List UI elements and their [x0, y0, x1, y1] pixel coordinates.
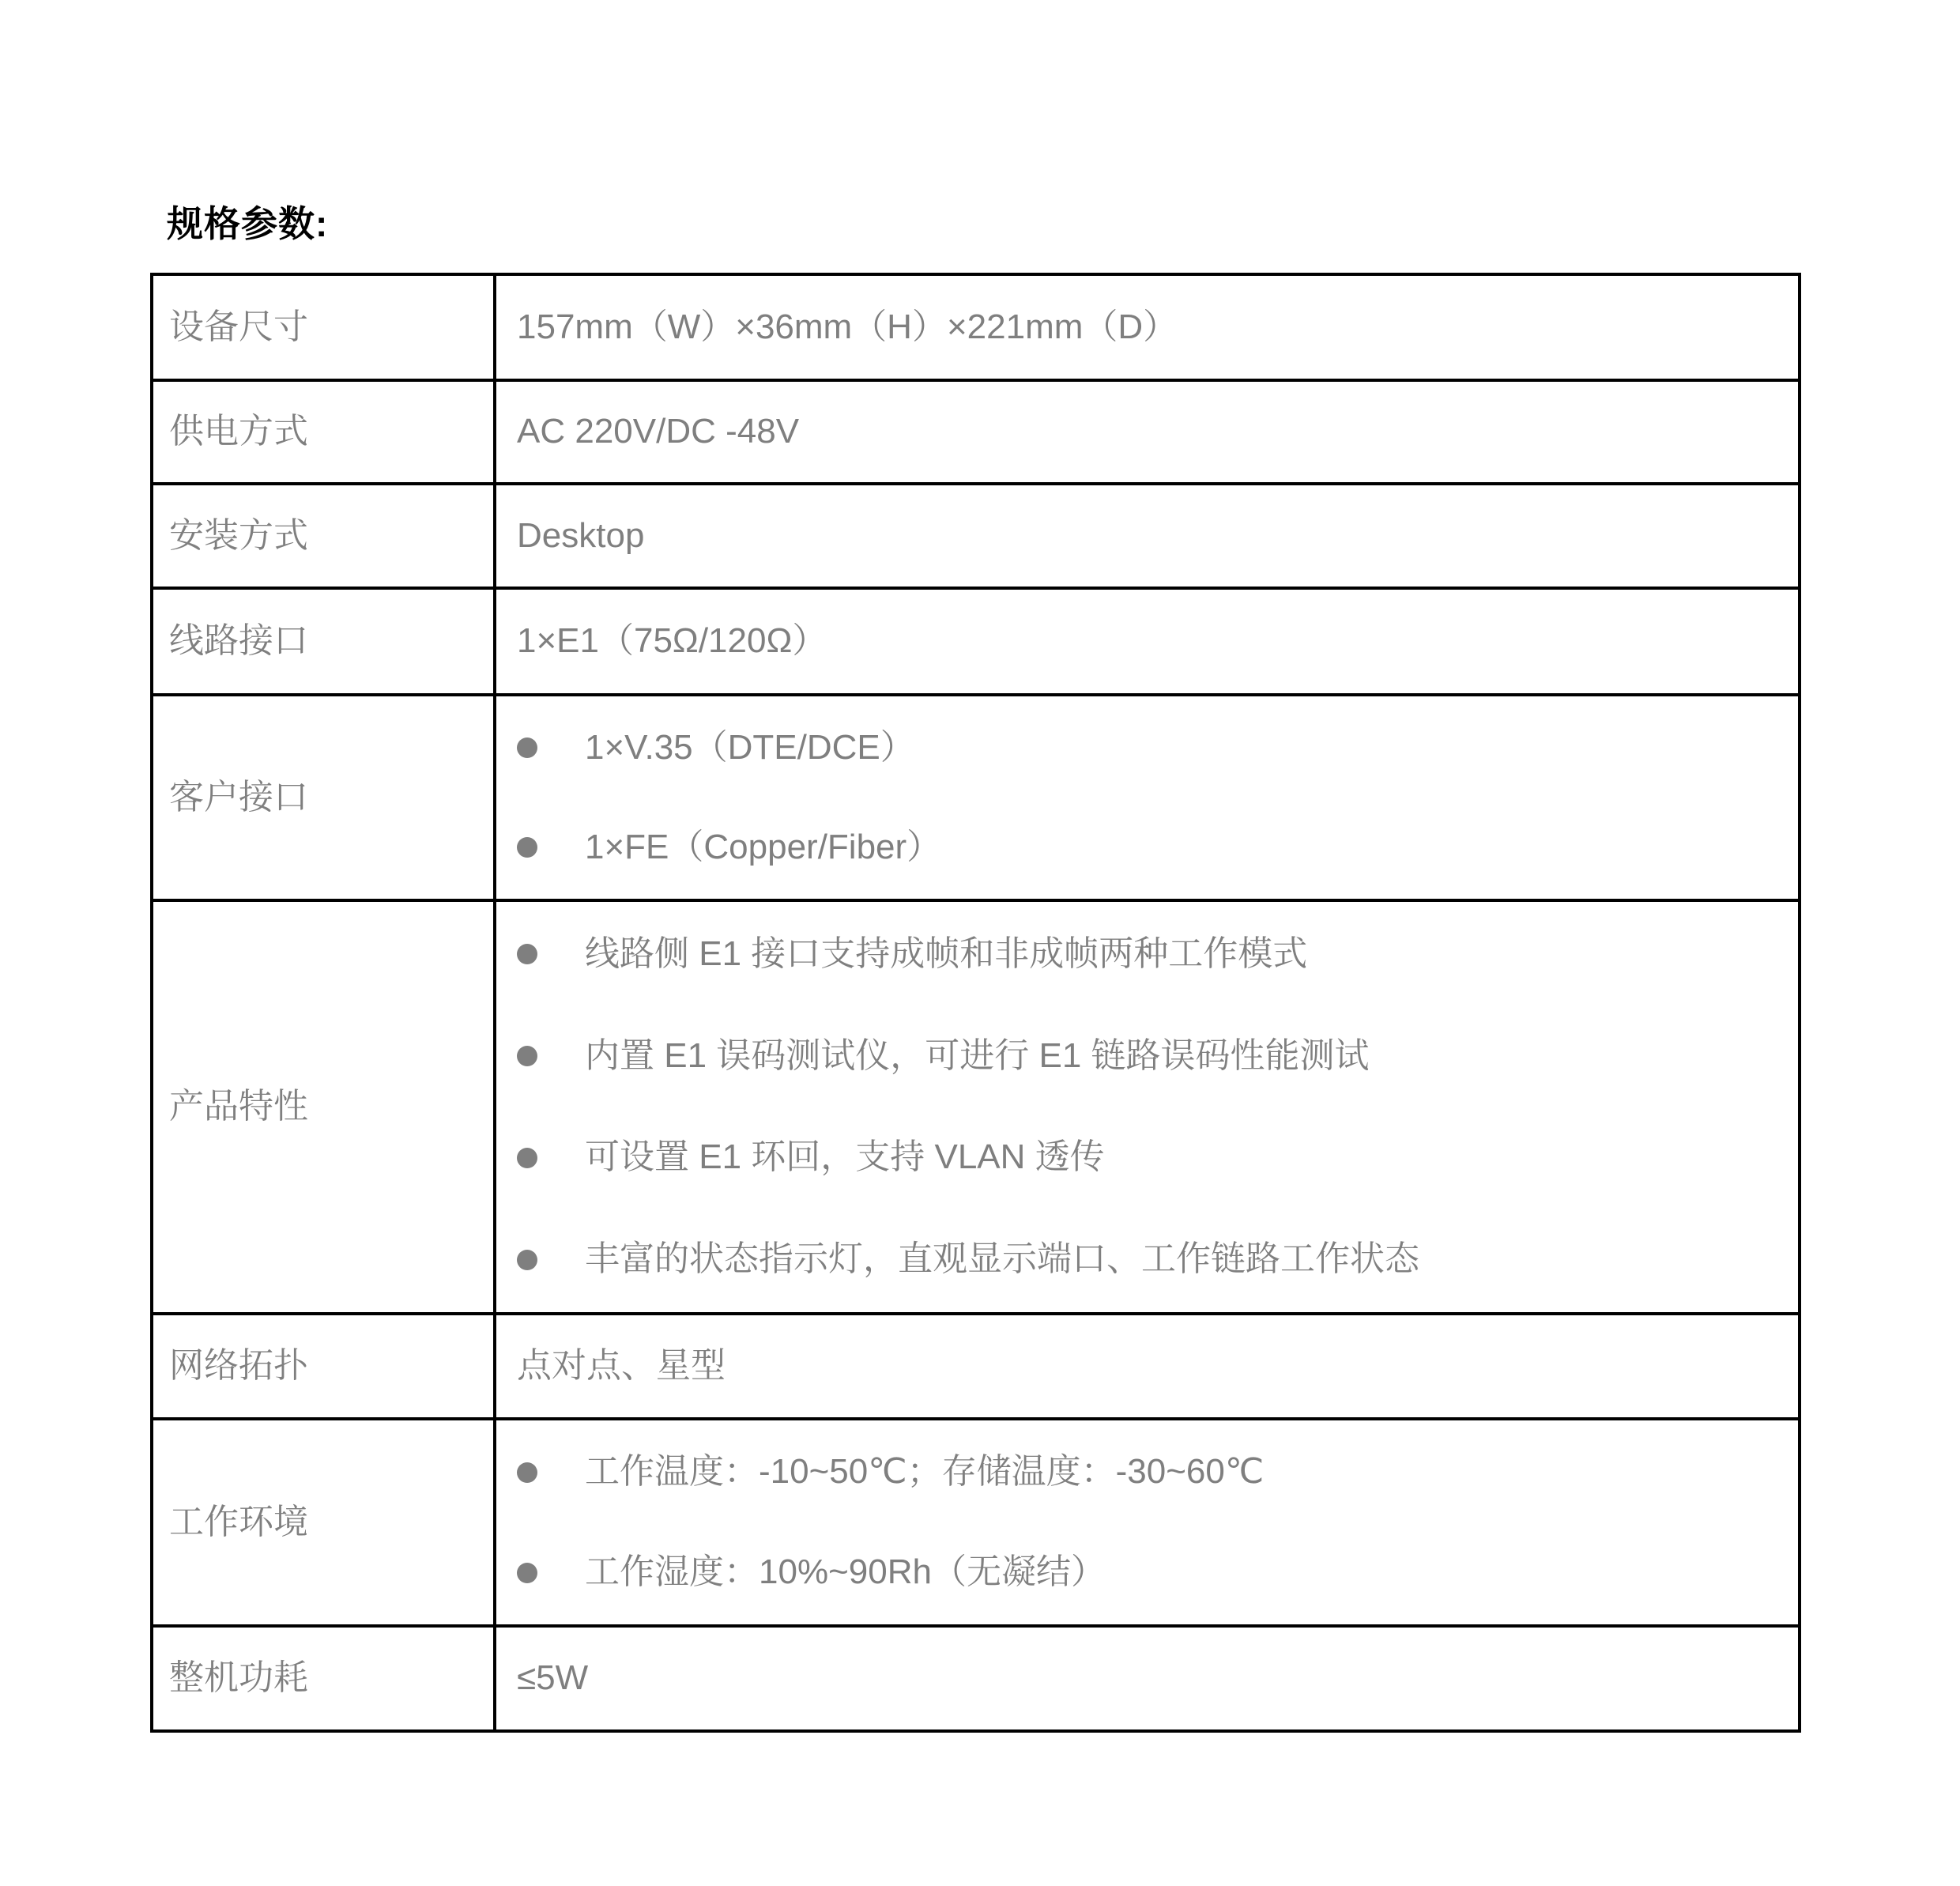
row-label: 网络拓扑: [152, 1314, 495, 1419]
bullet-text: 工作温度：-10~50℃；存储温度：-30~60℃: [585, 1452, 1265, 1492]
table-row-power-supply: [152, 380, 1800, 484]
bullet-text: 1×V.35（DTE/DCE）: [585, 727, 915, 767]
row-label: 产品特性: [152, 900, 495, 1314]
bullet-text: 工作湿度：10%~90Rh（无凝结）: [585, 1552, 1106, 1592]
bullet-line: [496, 798, 1798, 897]
row-label: 供电方式: [152, 380, 495, 484]
table-row-installation: [152, 484, 1800, 588]
bullet-line: [496, 698, 1798, 798]
bullet-text: 内置 E1 误码测试仪，可进行 E1 链路误码性能测试: [585, 1035, 1370, 1075]
bullet-text: 线路侧 E1 接口支持成帧和非成帧两种工作模式: [585, 934, 1308, 973]
row-value: [495, 695, 1800, 900]
page-title: 规格参数:: [167, 203, 329, 244]
row-label: 安装方式: [152, 484, 495, 588]
row-label: 线路接口: [152, 588, 495, 695]
row-value: ≤5W: [495, 1626, 1800, 1731]
row-label: 设备尺寸: [152, 274, 495, 380]
row-value: [495, 900, 1800, 1314]
table-row-client-interface: [152, 695, 1800, 900]
bullet-line: [496, 1209, 1798, 1311]
bullet-line: [496, 1005, 1798, 1107]
row-label: 工作环境: [152, 1419, 495, 1626]
row-label: 客户接口: [152, 695, 495, 900]
table-row-power-consumption: [152, 1626, 1800, 1731]
row-value: [495, 1419, 1800, 1626]
bullet-line: [496, 903, 1798, 1005]
bullet-line: [496, 1422, 1798, 1522]
bullet-icon: [517, 1250, 537, 1270]
table-row-device-size: [152, 274, 1800, 380]
bullet-icon: [517, 1563, 537, 1583]
bullet-text: 可设置 E1 环回，支持 VLAN 透传: [585, 1137, 1105, 1177]
bullet-icon: [517, 837, 537, 858]
bullet-icon: [517, 1462, 537, 1483]
row-value: 1×E1（75Ω/120Ω）: [495, 588, 1800, 695]
bullet-icon: [517, 1148, 537, 1168]
table-row-line-interface: [152, 588, 1800, 695]
row-label: 整机功耗: [152, 1626, 495, 1731]
row-value: AC 220V/DC -48V: [495, 380, 1800, 484]
bullet-icon: [517, 737, 537, 758]
table-row-network-topology: [152, 1314, 1800, 1419]
bullet-line: [496, 1107, 1798, 1209]
row-value: 157mm（W）×36mm（H）×221mm（D）: [495, 274, 1800, 380]
bullet-icon: [517, 944, 537, 964]
bullet-line: [496, 1522, 1798, 1623]
bullet-text: 丰富的状态指示灯，直观显示端口、工作链路工作状态: [585, 1239, 1419, 1279]
bullet-text: 1×FE（Copper/Fiber）: [585, 827, 942, 866]
row-value: 点对点、星型: [495, 1314, 1800, 1419]
bullet-icon: [517, 1046, 537, 1066]
table-row-operating-environment: [152, 1419, 1800, 1626]
table-row-product-features: [152, 900, 1800, 1314]
spec-table: [150, 273, 1801, 1733]
row-value: Desktop: [495, 484, 1800, 588]
